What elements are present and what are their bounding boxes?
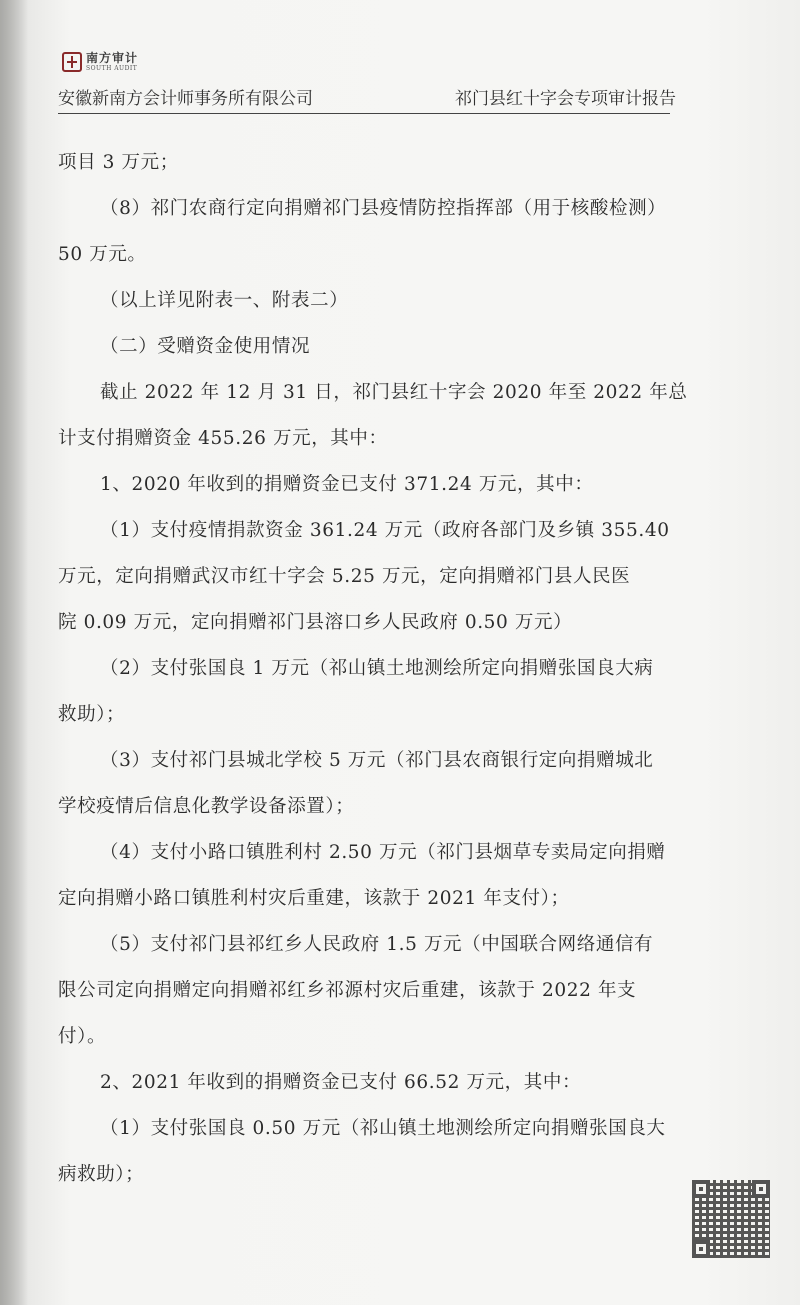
south-audit-logo-icon <box>62 52 82 72</box>
report-body <box>58 140 688 1198</box>
paragraph-line: 项目 3 万元； <box>58 152 179 173</box>
paragraph-line: 2、2021 年收到的捐赠资金已支付 66.52 万元，其中： <box>100 1072 582 1093</box>
page-fold-shadow <box>0 0 28 1305</box>
firm-logo <box>62 52 138 72</box>
paragraph-line: （1）支付张国良 0.50 万元（祁山镇土地测绘所定向捐赠张国良大 <box>100 1118 666 1139</box>
qr-finder-top-right <box>752 1180 770 1198</box>
header-firm-name: 安徽新南方会计师事务所有限公司 <box>58 89 313 109</box>
paragraph-line: 万元，定向捐赠武汉市红十字会 5.25 万元，定向捐赠祁门县人民医 <box>58 566 631 587</box>
qr-code-icon <box>692 1180 770 1258</box>
paragraph-line: （5）支付祁门县祁红乡人民政府 1.5 万元（中国联合网络通信有 <box>100 934 654 955</box>
qr-finder-bottom-left <box>692 1240 710 1258</box>
paragraph-line: 学校疫情后信息化教学设备添置）； <box>58 796 355 817</box>
paragraph-line: （3）支付祁门县城北学校 5 万元（祁门县农商银行定向捐赠城北 <box>100 750 654 771</box>
paragraph-line: 1、2020 年收到的捐赠资金已支付 371.24 万元，其中： <box>100 474 594 495</box>
qr-finder-top-left <box>692 1180 710 1198</box>
paragraph-line: 截止 2022 年 12 月 31 日，祁门县红十字会 2020 年至 2022 年总 <box>100 382 688 403</box>
paragraph-line: 病救助）； <box>58 1164 145 1185</box>
paragraph-line: 限公司定向捐赠定向捐赠祁红乡祁源村灾后重建，该款于 2022 年支 <box>58 980 637 1001</box>
paragraph-line: （二）受赠资金使用情况 <box>100 336 311 357</box>
paragraph-line: 付）。 <box>58 1026 107 1047</box>
logo-name-en: SOUTH AUDIT <box>86 65 138 72</box>
paragraph-line: 计支付捐赠资金 455.26 万元，其中： <box>58 428 388 449</box>
page-header <box>58 84 676 114</box>
paragraph-line: 定向捐赠小路口镇胜利村灾后重建，该款于 2021 年支付）； <box>58 888 570 909</box>
paragraph-line: 救助）； <box>58 704 126 725</box>
paragraph-line: （1）支付疫情捐款资金 361.24 万元（政府各部门及乡镇 355.40 <box>100 520 670 541</box>
header-report-title: 祁门县红十字会专项审计报告 <box>455 89 676 109</box>
paragraph-line: （2）支付张国良 1 万元（祁山镇土地测绘所定向捐赠张国良大病 <box>100 658 654 679</box>
paragraph-line: （以上详见附表一、附表二） <box>100 290 349 311</box>
paragraph-line: （4）支付小路口镇胜利村 2.50 万元（祁门县烟草专卖局定向捐赠 <box>100 842 666 863</box>
paragraph-line: 院 0.09 万元，定向捐赠祁门县溶口乡人民政府 0.50 万元） <box>58 612 573 633</box>
paragraph-line: 50 万元。 <box>58 244 147 265</box>
paragraph-line: （8）祁门农商行定向捐赠祁门县疫情防控指挥部（用于核酸检测） <box>100 198 667 219</box>
logo-name-cn: 南方审计 <box>86 51 139 65</box>
